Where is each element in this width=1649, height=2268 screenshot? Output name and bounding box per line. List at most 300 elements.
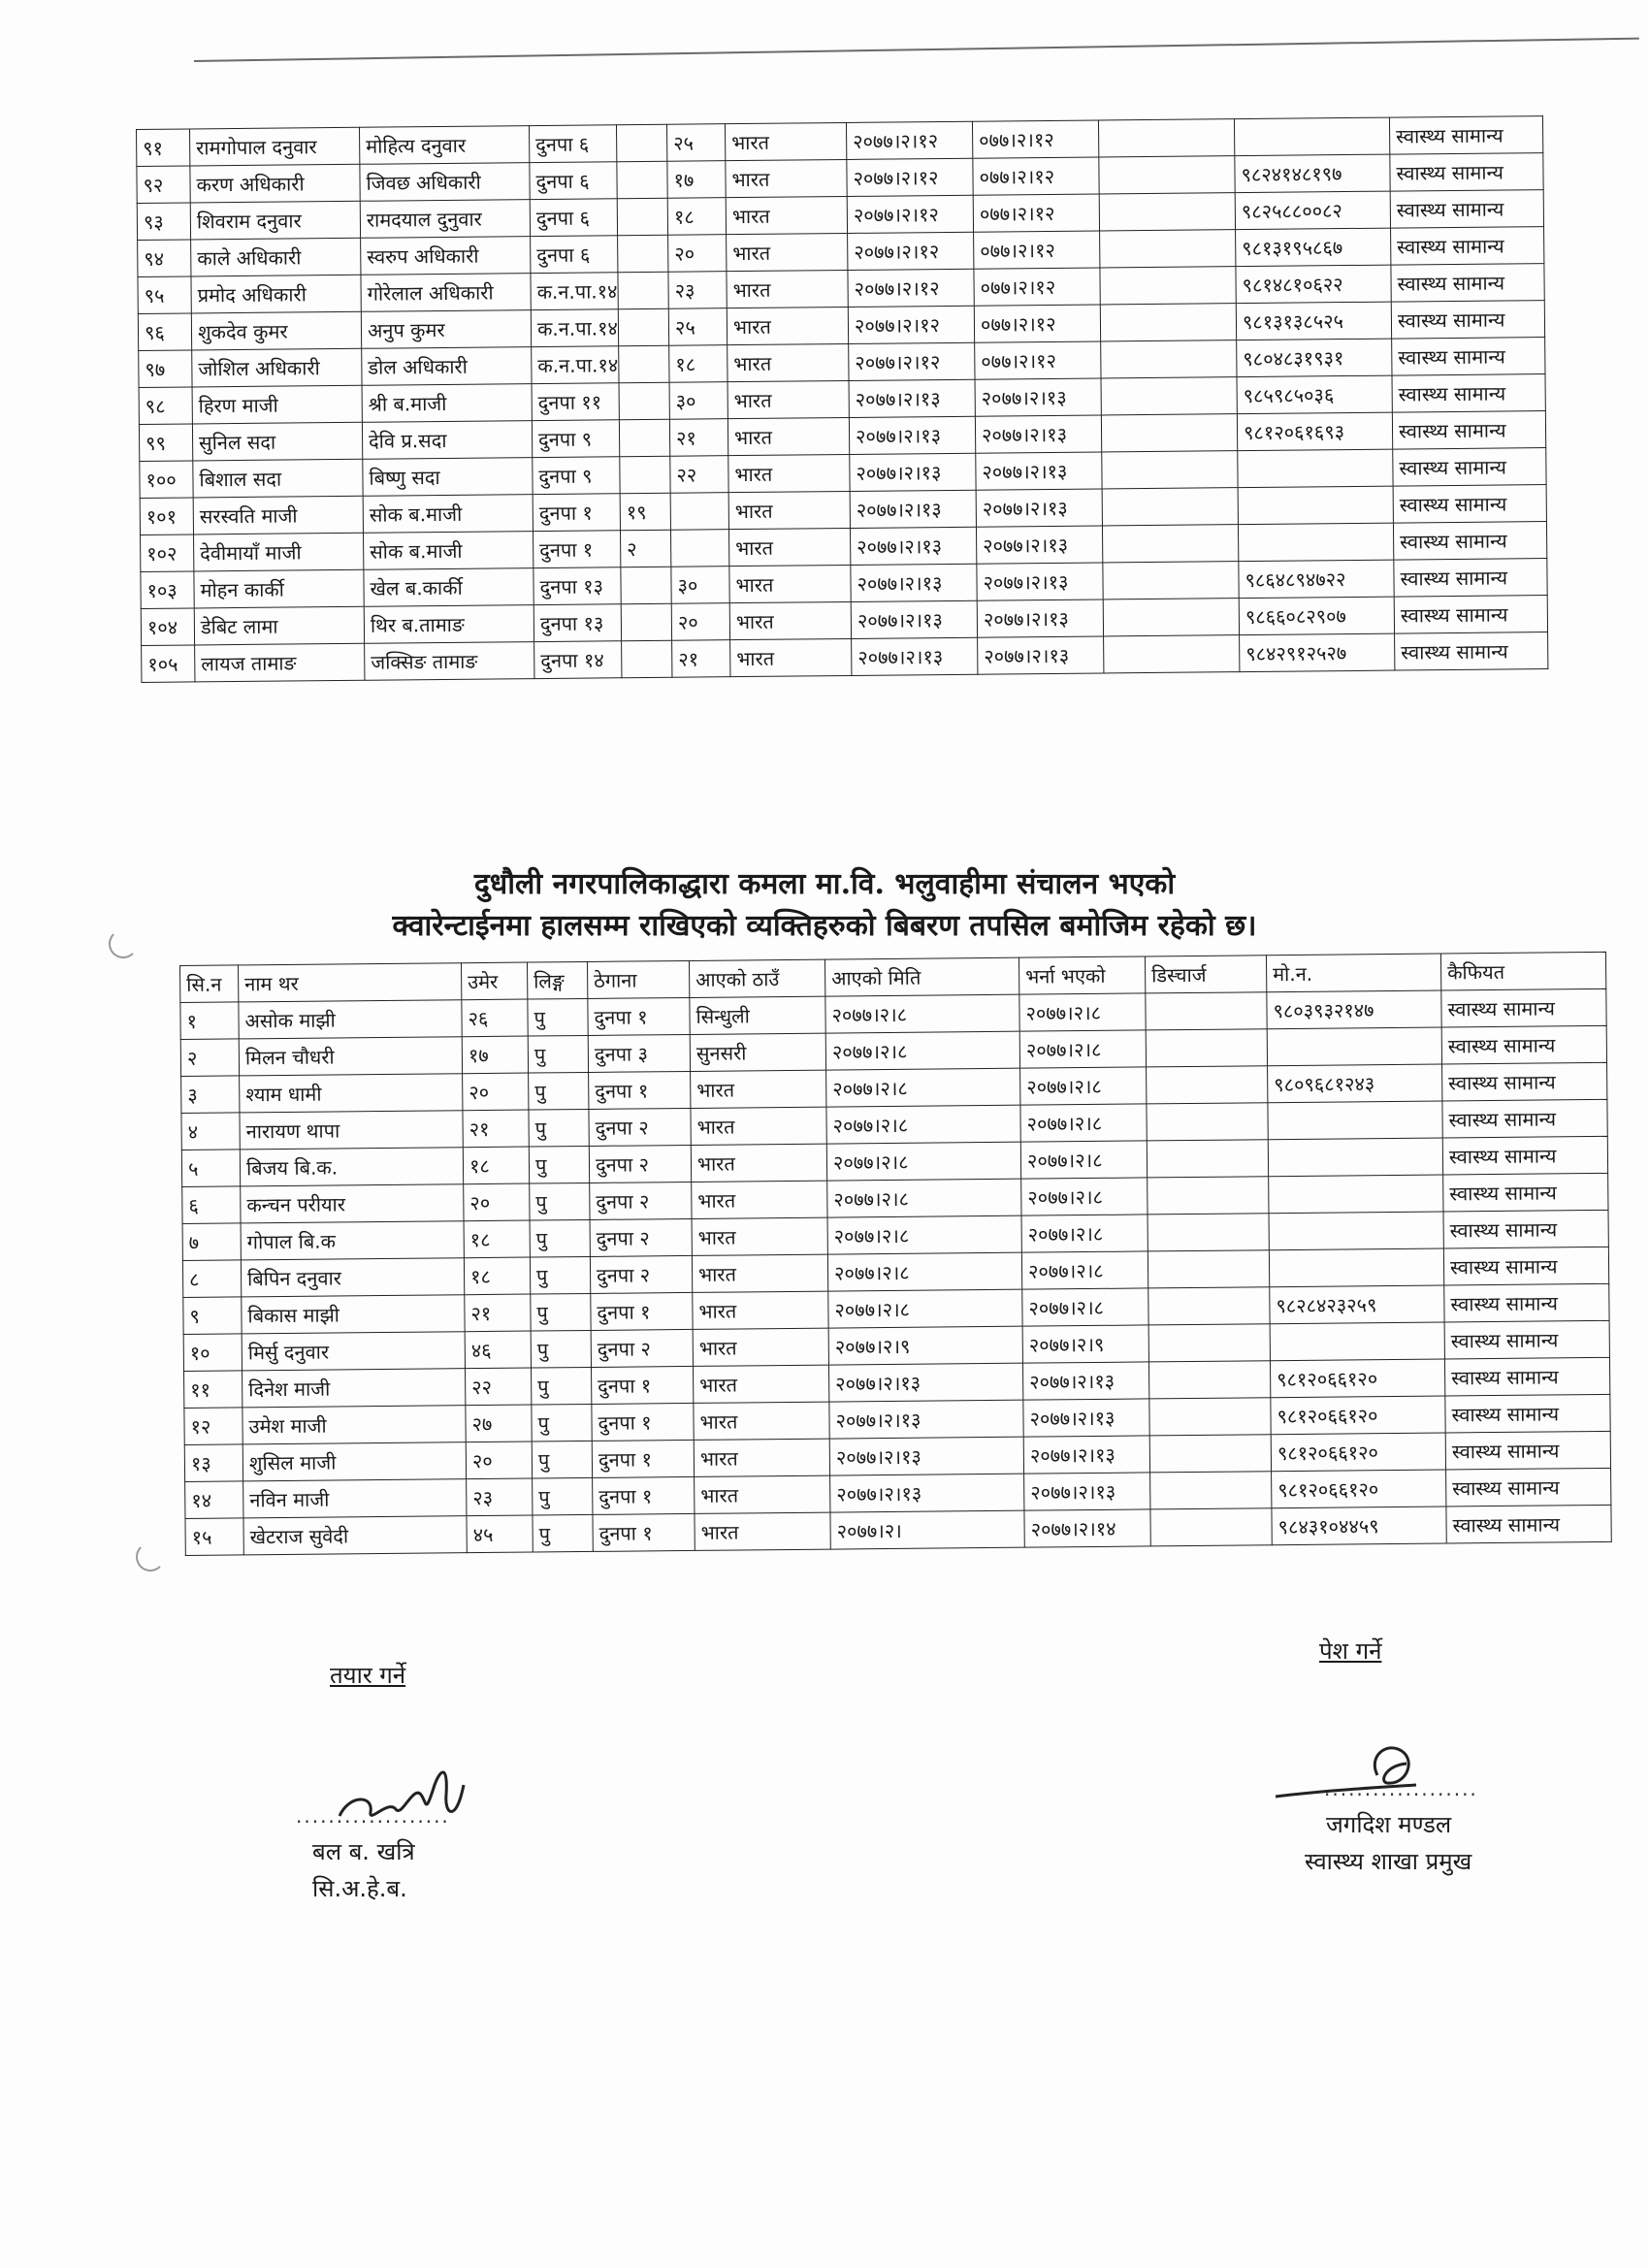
table-cell: भारत <box>693 1291 828 1329</box>
table-cell: ९८०३९३२१४७ <box>1267 990 1441 1029</box>
signature-line-right: ................... <box>1324 1777 1478 1800</box>
table-cell: रामगोपाल दनुवार <box>190 127 360 166</box>
table-cell: २०७७।२।१३ <box>852 637 978 675</box>
table-cell: २०७७।२।१३ <box>849 379 975 417</box>
table-cell: २०७७।२।८ <box>1019 1030 1146 1068</box>
table-cell: २०७७।२।१२ <box>847 195 973 233</box>
table-cell: खेटराज सुवेदी <box>243 1516 467 1555</box>
table-cell: स्वास्थ्य सामान्य <box>1394 596 1547 634</box>
table-cell <box>1148 1177 1269 1215</box>
table-cell: २०७७।२।८ <box>827 1179 1021 1217</box>
table-cell: दुनपा १३ <box>534 567 621 605</box>
table-cell: ९८१२०६१६९३ <box>1237 412 1392 451</box>
table-cell: स्वास्थ्य सामान्य <box>1389 116 1542 155</box>
table-cell <box>1150 1472 1272 1509</box>
table-cell <box>670 493 728 531</box>
table-cell: स्वास्थ्य सामान्य <box>1442 1099 1607 1138</box>
document-title-line-2: क्वारेन्टाईनमा हालसम्म राखिएको व्यक्तिहरुको बिबरण तपसिल बमोजिम रहेको छ। <box>392 909 1257 943</box>
table-cell: श्याम धामी <box>240 1074 463 1113</box>
table-cell: सोक ब.माजी <box>363 495 533 534</box>
table-cell: २०७७।२।८ <box>1020 1141 1147 1179</box>
table-cell: लायज तामाङ <box>195 643 365 682</box>
table-cell: २०७७।२।१२ <box>848 232 974 270</box>
table-cell: २३ <box>668 272 727 309</box>
table-cell: ०७७।२।१२ <box>972 120 1098 158</box>
table-cell <box>1267 1027 1441 1066</box>
table-cell <box>1100 230 1236 268</box>
table-cell: भारत <box>726 196 847 234</box>
table-cell: भारत <box>694 1439 829 1476</box>
table-cell: सोक ब.माजी <box>364 532 534 570</box>
table-cell: २०७७।२।१३ <box>828 1363 1022 1402</box>
table-cell <box>619 382 669 419</box>
column-header: ठेगाना <box>587 960 689 998</box>
table-cell: ९५ <box>138 276 191 314</box>
table-cell: ९८२५८८००८२ <box>1235 191 1390 230</box>
table-cell <box>1101 377 1237 415</box>
table-cell <box>616 124 666 161</box>
table-cell: २० <box>464 1183 530 1221</box>
table-cell: भारत <box>728 528 850 566</box>
table-cell <box>1103 562 1239 599</box>
table-cell: भारत <box>728 491 850 529</box>
table-cell: ९८१३१३८५२५ <box>1236 302 1391 340</box>
table-cell: २०७७।२।८ <box>1021 1215 1148 1252</box>
table-cell: स्वास्थ्य सामान्य <box>1443 1173 1608 1212</box>
table-cell: ९८१४८१०६२२ <box>1236 265 1391 304</box>
table-cell: उमेश माजी <box>242 1406 466 1444</box>
table-cell <box>1149 1398 1271 1436</box>
table-cell: स्वास्थ्य सामान्य <box>1445 1431 1610 1470</box>
table-cell: दुनपा १ <box>589 1071 691 1109</box>
table-cell <box>1268 1138 1442 1177</box>
table-cell: स्वास्थ्य सामान्य <box>1391 227 1544 266</box>
table-cell: २ <box>180 1039 239 1077</box>
table-cell: १८ <box>464 1220 530 1258</box>
table-cell: पु <box>530 1183 590 1220</box>
table-cell <box>1148 1214 1269 1251</box>
table-cell <box>1238 449 1393 488</box>
table-cell: दुनपा २ <box>590 1182 692 1219</box>
table-cell: स्वास्थ्य सामान्य <box>1390 190 1543 229</box>
table-cell: स्वास्थ्य सामान्य <box>1443 1247 1608 1285</box>
table-cell: पु <box>530 1256 590 1294</box>
table-cell <box>617 161 667 198</box>
table-cell: २०७७।२।१३ <box>977 599 1103 637</box>
table-cell: भारत <box>691 1107 826 1145</box>
table-cell: २० <box>466 1442 532 1479</box>
table-cell: १०२ <box>141 535 194 572</box>
table-cell: ४६ <box>465 1331 531 1369</box>
table-cell: १८ <box>464 1257 530 1295</box>
table-cell: भारत <box>727 307 848 344</box>
table-cell: दुनपा १ <box>592 1440 694 1477</box>
table-cell: डेबिट लामा <box>194 606 364 645</box>
table-cell: दुनपा ९ <box>533 457 620 495</box>
table-cell: दुनपा १ <box>591 1292 693 1330</box>
table-cell: स्वास्थ्य सामान्य <box>1393 485 1546 524</box>
table-cell: दुनपा ६ <box>530 162 617 200</box>
table-cell: गोपाल बि.क <box>241 1221 464 1260</box>
table-cell: पु <box>530 1219 590 1257</box>
prepared-by-name: बल ब. खत्रि <box>312 1838 415 1865</box>
table-cell: ०७७।२।१२ <box>974 305 1100 342</box>
table-cell <box>1269 1212 1443 1250</box>
table-cell: २०७७।२।१३ <box>829 1437 1023 1475</box>
table-cell: २१ <box>672 640 730 678</box>
table-cell: भारत <box>691 1144 826 1182</box>
table-cell: १ <box>180 1002 239 1040</box>
table-cell: ०७७।२।१२ <box>974 231 1100 269</box>
table-cell: २०७७।२।८ <box>827 1252 1021 1291</box>
presented-by-title: स्वास्थ्य शाखा प्रमुख <box>1305 1848 1472 1875</box>
table-cell: ८ <box>182 1260 241 1298</box>
table-cell: १७ <box>462 1036 528 1074</box>
table-cell: सिन्धुली <box>690 996 825 1034</box>
table-cell: दुनपा २ <box>591 1329 693 1367</box>
prepared-by-title: सि.अ.हे.ब. <box>312 1875 407 1902</box>
table-cell: १९ <box>620 493 670 530</box>
table-cell: पु <box>528 998 588 1036</box>
table-cell: डोल अधिकारी <box>362 347 532 386</box>
table-cell: ९६ <box>138 313 191 351</box>
table-cell: नारायण थापा <box>240 1111 463 1150</box>
table-cell <box>1098 119 1234 157</box>
table-cell: ३० <box>669 382 728 420</box>
table-cell: २०७७।२।८ <box>1021 1178 1148 1215</box>
column-header: आएको मिति <box>824 957 1018 996</box>
table-cell: १८ <box>667 198 726 236</box>
table-cell <box>1099 193 1235 231</box>
table-cell: २०७७।२।१३ <box>975 378 1101 416</box>
table-cell: क.न.पा.१४ <box>531 273 618 310</box>
table-cell: २०७७।२।८ <box>827 1215 1021 1254</box>
table-cell: बिशाल सदा <box>193 459 363 498</box>
table-cell <box>622 640 672 677</box>
table-cell: २०७७।२।१३ <box>978 636 1104 674</box>
table-cell: पु <box>533 1514 593 1552</box>
table-cell: कन्चन परीयार <box>241 1184 464 1223</box>
table-cell: ९८ <box>139 387 192 425</box>
table-cell: २०७७।२।८ <box>1020 1067 1147 1105</box>
table-cell: ११ <box>184 1371 242 1409</box>
table-cell: स्वास्थ्य सामान्य <box>1444 1320 1609 1359</box>
table-cell <box>1148 1250 1269 1288</box>
table-cell: शुसिल माजी <box>242 1442 466 1481</box>
table-cell: सुनसरी <box>690 1033 825 1071</box>
table-cell <box>1147 1140 1268 1178</box>
table-cell <box>1101 414 1237 452</box>
table-cell: ०७७।२।१२ <box>973 157 1099 195</box>
table-cell: २०७७।२।९ <box>1022 1325 1148 1363</box>
table-cell: ९८५९८५०३६ <box>1237 375 1392 414</box>
table-cell: दुनपा २ <box>590 1218 692 1256</box>
table-cell <box>620 456 670 493</box>
table-cell: नविन माजी <box>243 1479 467 1518</box>
table-cell: ९१ <box>137 129 190 167</box>
table-cell: २० <box>671 603 729 641</box>
table-cell: दिनेश माजी <box>242 1369 466 1408</box>
table-cell: स्वास्थ्य सामान्य <box>1393 448 1546 487</box>
column-header: सि.न <box>180 965 239 1003</box>
signature-line-left: ................... <box>296 1804 450 1828</box>
table-cell: स्वास्थ्य सामान्य <box>1442 1062 1607 1101</box>
table-cell: भारत <box>725 122 846 160</box>
table-cell: स्वरुप अधिकारी <box>361 237 531 275</box>
table-cell: २० <box>463 1073 529 1111</box>
table-cell: पु <box>529 1072 589 1110</box>
column-header: डिस्चार्ज <box>1145 956 1266 993</box>
table-cell: दुनपा ६ <box>529 125 616 163</box>
table-cell: २०७७।२।१३ <box>977 563 1103 600</box>
table-cell: २०७७।२।१३ <box>1022 1362 1148 1400</box>
table-cell <box>1101 340 1237 378</box>
table-cell: १० <box>183 1334 242 1372</box>
table-cell: देवीमायाँ माजी <box>194 533 364 571</box>
table-cell: २१ <box>465 1294 531 1332</box>
table-cell <box>1148 1324 1270 1362</box>
table-cell: स्वास्थ्य सामान्य <box>1390 153 1543 192</box>
table-cell: खेल ब.कार्की <box>364 568 534 607</box>
table-cell: २१ <box>463 1110 529 1148</box>
table-cell: भारत <box>729 565 851 602</box>
table-cell: दुनपा ६ <box>530 199 617 237</box>
table-cell: ३ <box>181 1076 240 1114</box>
table-cell: स्वास्थ्य सामान्य <box>1444 1357 1609 1396</box>
table-cell: भारत <box>692 1217 827 1255</box>
table-cell: १२ <box>184 1408 242 1445</box>
table-cell <box>1148 1287 1270 1325</box>
table-cell: दुनपा १ <box>533 494 620 532</box>
table-cell: १८ <box>669 345 728 383</box>
table-cell: रामदयाल दुनुवार <box>360 200 530 239</box>
table-cell: क.न.पा.१४ <box>532 346 619 384</box>
table-cell: भारत <box>693 1328 828 1366</box>
table-cell: दुनपा ९ <box>532 420 619 458</box>
table-cell: शुकदेव कुमर <box>191 311 361 350</box>
table-cell <box>1270 1322 1444 1361</box>
table-cell: २२ <box>670 456 728 494</box>
table-cell <box>618 272 668 308</box>
table-cell: स्वास्थ्य सामान्य <box>1446 1468 1611 1507</box>
table-cell: ९८०४८३१९३१ <box>1237 339 1392 377</box>
table-cell <box>1269 1248 1443 1287</box>
table-cell: ९७ <box>139 350 192 388</box>
table-cell: ७ <box>182 1223 241 1261</box>
table-cell: ०७७।२।१२ <box>974 268 1100 306</box>
table-cell: २०७७।२। <box>830 1510 1024 1549</box>
table-cell: पु <box>532 1367 592 1405</box>
table-cell: २०७७।२।१२ <box>848 306 974 343</box>
document-title-line-1: दुधौली नगरपालिकाद्धारा कमला मा.वि. भलुवाहीमा संचालन भएको <box>473 867 1176 901</box>
table-cell: भारत <box>728 417 849 455</box>
table-cell: भारत <box>728 454 850 492</box>
table-cell: पु <box>532 1404 592 1442</box>
table-cell: थिर ब.तामाङ <box>364 605 534 644</box>
table-cell: २०७७।२।१३ <box>850 527 976 565</box>
table-cell: शिवराम दनुवार <box>190 201 360 240</box>
signature-right <box>1271 1736 1484 1814</box>
column-header: आएको ठाउँ <box>689 959 824 997</box>
table-cell: २०७७।२।१४ <box>1024 1509 1150 1547</box>
table-cell: २०७७।२।८ <box>1022 1288 1148 1326</box>
table-cell: ९ <box>183 1297 242 1335</box>
table-cell: २० <box>668 235 727 273</box>
table-cell: दुनपा १४ <box>534 641 622 679</box>
table-cell: २६ <box>462 999 528 1037</box>
table-cell: ९२ <box>137 166 190 204</box>
table-cell <box>618 308 668 345</box>
table-cell: भारत <box>692 1181 827 1218</box>
table-cell: मिलन चौधरी <box>239 1037 462 1076</box>
table-cell: २०७७।२।८ <box>826 1142 1020 1181</box>
table-cell: भारत <box>695 1512 830 1550</box>
table-cell: जोशिल अधिकारी <box>192 348 362 387</box>
table-cell: ९८१२०६६१२० <box>1271 1433 1445 1472</box>
table-cell: २०७७।२।१२ <box>848 269 974 307</box>
prepared-by-block <box>312 1833 415 1907</box>
table-cell: ६ <box>182 1186 241 1224</box>
table-cell <box>1146 1029 1267 1067</box>
table-cell: २१ <box>669 419 728 457</box>
table-cell: ४ <box>181 1113 240 1150</box>
table-cell: ३० <box>671 567 729 604</box>
table-cell: २०७७।२।९ <box>828 1326 1022 1365</box>
table-cell <box>1102 451 1238 489</box>
table-cell: २७ <box>466 1405 532 1442</box>
table-cell: प्रमोद अधिकारी <box>191 275 361 313</box>
table-cell: २०७७।२।१३ <box>1024 1473 1150 1510</box>
table-cell: बिष्णु सदा <box>363 458 533 497</box>
table-cell: २०७७।२।१३ <box>1023 1436 1149 1474</box>
table-cell: स्वास्थ्य सामान्य <box>1443 1210 1608 1248</box>
table-cell: स्वास्थ्य सामान्य <box>1391 264 1544 303</box>
table-cell: भारत <box>730 638 852 676</box>
table-cell: २०७७।२।८ <box>826 1105 1020 1144</box>
table-cell: ५ <box>181 1150 240 1187</box>
table-cell <box>619 419 669 456</box>
table-cell: स्वास्थ्य सामान्य <box>1393 522 1546 561</box>
table-cell: १०४ <box>141 608 194 646</box>
table-cell: दुनपा २ <box>590 1255 692 1293</box>
table-cell <box>1100 304 1236 341</box>
table-cell <box>1102 525 1238 563</box>
table-cell <box>1102 488 1238 526</box>
table-cell: ९८१२०६६१२० <box>1272 1470 1446 1508</box>
table-cell: स्वास्थ्य सामान्य <box>1392 374 1545 413</box>
table-cell <box>1150 1508 1272 1546</box>
table-cell: २५ <box>668 308 727 346</box>
table-cell: १३ <box>184 1444 242 1482</box>
table-cell: २०७७।२।१३ <box>830 1474 1024 1512</box>
table-cell: दुनपा ३ <box>588 1034 690 1072</box>
table-cell: २०७७।२।१३ <box>976 489 1102 527</box>
table-cell <box>1268 1101 1442 1140</box>
table-cell: पु <box>531 1330 591 1368</box>
table-cell: २०७७।२।१३ <box>850 453 976 491</box>
table-cell: २०७७।२।८ <box>1021 1251 1148 1289</box>
table-cell: २०७७।२।१३ <box>850 490 976 528</box>
prepared-by-label: तयार गर्ने <box>330 1662 406 1689</box>
table-cell: ९३ <box>137 203 190 241</box>
table-cell: स्वास्थ्य सामान्य <box>1445 1394 1610 1433</box>
table-cell: स्वास्थ्य सामान्य <box>1391 301 1544 340</box>
column-header: नाम थर <box>239 963 462 1002</box>
table-cell <box>617 198 667 235</box>
table-cell <box>621 567 671 603</box>
table-cell: २३ <box>467 1478 533 1516</box>
table-cell: स्वास्थ्य सामान्य <box>1392 411 1545 450</box>
table-cell <box>618 235 668 272</box>
table-cell: २०७७।२।१३ <box>849 416 975 454</box>
table-cell: भारत <box>728 343 849 381</box>
presented-by-label: पेश गर्ने <box>1319 1637 1382 1665</box>
table-cell <box>1099 156 1235 194</box>
table-cell: पु <box>533 1477 593 1515</box>
presented-by-block <box>1305 1806 1471 1880</box>
table-cell <box>670 530 728 567</box>
table-cell: ९८२८४२३२५९ <box>1270 1285 1444 1324</box>
table-cell: ९४ <box>138 240 191 277</box>
table-cell: मोहन कार्की <box>194 569 364 608</box>
table-cell: सरस्वति माजी <box>193 496 363 535</box>
table-cell: ९८१३१९५८६७ <box>1236 228 1391 267</box>
table-cell: ९८०९६८१२४३ <box>1268 1064 1442 1103</box>
table-cell: स्वास्थ्य सामान्य <box>1392 338 1545 376</box>
table-cell: दुनपा १३ <box>534 604 621 642</box>
table-cell: २०७७।२।१३ <box>976 526 1102 564</box>
table-cell: २०७७।२।१३ <box>851 600 977 638</box>
quarantine-table <box>179 952 1612 1556</box>
table-cell <box>1149 1435 1271 1473</box>
continuation-table <box>136 115 1548 683</box>
table-cell: करण अधिकारी <box>190 164 360 203</box>
table-cell: दुनपा १ <box>588 997 690 1035</box>
table-cell: भारत <box>694 1402 829 1440</box>
table-cell: पु <box>531 1293 591 1331</box>
table-cell: भारत <box>729 601 851 639</box>
table-cell: काले अधिकारी <box>191 238 361 276</box>
table-cell: २०७७।२।१३ <box>1023 1399 1149 1437</box>
table-cell: ९८२४१४८१९७ <box>1235 154 1390 193</box>
table-cell: स्वास्थ्य सामान्य <box>1394 559 1547 598</box>
table-cell: २०७७।२।८ <box>1019 993 1146 1031</box>
table-cell <box>1234 117 1389 156</box>
table-cell <box>1100 267 1236 305</box>
table-cell: १४ <box>185 1481 243 1519</box>
table-cell: दुनपा १ <box>593 1476 695 1514</box>
table-cell: २०७७।२।८ <box>825 994 1019 1033</box>
table-cell: ९८४२९१२५२७ <box>1240 633 1395 672</box>
column-header: लिङ्ग <box>527 961 587 999</box>
table-cell: स्वास्थ्य सामान्य <box>1441 1025 1606 1064</box>
table-cell <box>1147 1066 1268 1104</box>
table-cell: ९८६४८९४७२२ <box>1239 560 1394 599</box>
table-cell: दुनपा १ <box>593 1513 695 1551</box>
table-cell: भारत <box>728 380 849 418</box>
table-cell: १०५ <box>142 645 195 683</box>
column-header: उमेर <box>461 962 527 1000</box>
table-cell: पु <box>529 1146 589 1183</box>
table-cell <box>1238 523 1393 562</box>
table-cell: स्वास्थ्य सामान्य <box>1446 1505 1611 1543</box>
table-cell: भारत <box>726 159 847 197</box>
table-cell: १०० <box>140 461 193 499</box>
table-cell: १५ <box>185 1518 243 1556</box>
column-header: मो.न. <box>1266 954 1440 992</box>
table-cell: हिरण माजी <box>192 385 362 424</box>
table-cell: २०७७।२।१२ <box>849 342 975 380</box>
